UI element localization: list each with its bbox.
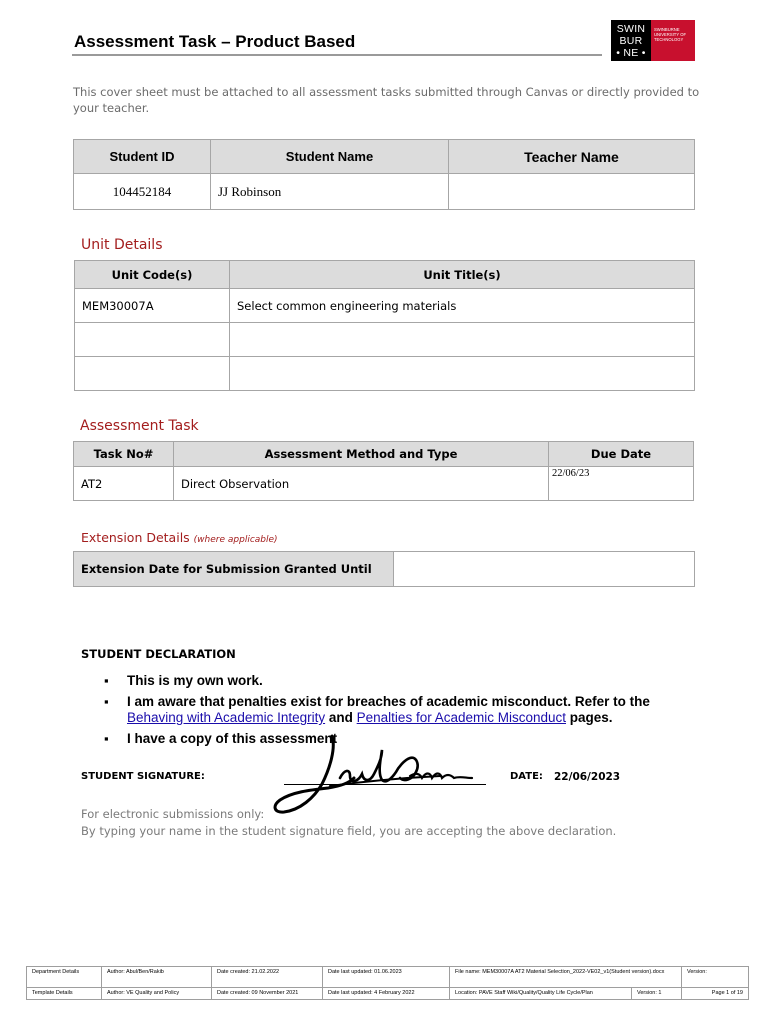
table-row — [75, 357, 695, 391]
method-cell[interactable]: Direct Observation — [174, 467, 549, 501]
student-name-header: Student Name — [211, 140, 449, 174]
student-info-table — [73, 139, 695, 210]
extension-heading-text: Extension Details — [81, 530, 190, 545]
declaration-item-2: I am aware that penalties exist for breaches of academic misconduct. Refer to the — [127, 693, 650, 709]
footer-cell: Department Details — [27, 967, 102, 988]
extension-note: (where applicable) — [193, 535, 278, 545]
extension-table — [73, 551, 695, 587]
teacher-name-header: Teacher Name — [449, 140, 695, 174]
student-id-header: Student ID — [74, 140, 211, 174]
table-row — [75, 323, 695, 357]
table-row — [75, 289, 695, 323]
list-item — [104, 673, 704, 690]
unit-title-cell[interactable] — [230, 323, 695, 357]
extension-date-field[interactable] — [394, 552, 695, 587]
declaration-item-3: I have a copy of this assessment — [127, 730, 338, 746]
logo-line-3: • NE • — [616, 46, 646, 59]
footer-cell: Author: Abul/Ben/Rakib — [102, 967, 212, 988]
page-title: Assessment Task – Product Based — [74, 32, 356, 51]
footer-cell: Date created: 09 November 2021 — [212, 988, 323, 1000]
title-divider — [72, 54, 602, 56]
unit-title-header: Unit Title(s) — [230, 261, 695, 289]
teacher-name-value[interactable] — [449, 174, 695, 210]
declaration-item-1: This is my own work. — [127, 673, 263, 688]
footer-cell: Version: — [682, 967, 749, 988]
unit-code-header: Unit Code(s) — [75, 261, 230, 289]
student-name-value[interactable]: JJ Robinson — [211, 174, 449, 210]
footer-cell: File name: MEM30007A AT2 Material Selection_2022-VE02_v1(Student version).docx — [450, 967, 682, 988]
extension-label: Extension Date for Submission Granted Until — [74, 552, 394, 587]
logo-line-1: SWIN — [616, 22, 646, 35]
academic-misconduct-link[interactable]: Penalties for Academic Misconduct — [356, 710, 567, 725]
footer-cell: Version: 1 — [632, 988, 682, 1000]
declaration-and: and — [328, 710, 353, 725]
method-header: Assessment Method and Type — [174, 442, 549, 467]
table-row — [74, 467, 694, 501]
date-label: DATE: — [510, 771, 543, 782]
task-no-cell[interactable]: AT2 — [74, 467, 174, 501]
footer-cell: Date created: 21.02.2022 — [212, 967, 323, 988]
unit-details-table — [74, 260, 695, 391]
unit-code-cell[interactable] — [75, 323, 230, 357]
footer-cell: Author: VE Quality and Policy — [102, 988, 212, 1000]
footer-cell: Date last updated: 4 February 2022 — [323, 988, 450, 1000]
footer-cell: Template Details — [27, 988, 102, 1000]
logo-line-2: BUR — [619, 34, 643, 47]
academic-integrity-link[interactable]: Behaving with Academic Integrity — [127, 710, 326, 725]
document-footer — [26, 966, 749, 1000]
table-row — [27, 988, 749, 1000]
unit-title-cell[interactable]: Select common engineering materials — [230, 289, 695, 323]
declaration-title: STUDENT DECLARATION — [81, 647, 236, 661]
unit-code-cell[interactable] — [75, 357, 230, 391]
due-date-header: Due Date — [549, 442, 694, 467]
unit-title-cell[interactable] — [230, 357, 695, 391]
unit-code-cell[interactable]: MEM30007A — [75, 289, 230, 323]
footer-cell: Date last updated: 01.06.2023 — [323, 967, 450, 988]
swinburne-logo — [611, 20, 695, 61]
assessment-task-table — [73, 441, 694, 501]
electronic-note-line-2: By typing your name in the student signature field, you are accepting the above declaration. — [81, 824, 617, 838]
signature-label: STUDENT SIGNATURE: — [81, 771, 205, 782]
declaration-pages: pages. — [569, 710, 613, 725]
footer-cell: Location: PAVE Staff Wiki/Quality/Quality Life Cycle/Plan — [450, 988, 632, 1000]
extension-heading — [81, 530, 278, 545]
logo-tagline: SWINBURNE UNIVERSITY OF TECHNOLOGY — [651, 20, 695, 61]
task-no-header: Task No# — [74, 442, 174, 467]
logo-wordmark — [611, 20, 651, 61]
signature-date[interactable]: 22/06/2023 — [554, 771, 621, 783]
page-number: Page 1 of 19 — [682, 988, 749, 1000]
assessment-task-heading: Assessment Task — [80, 418, 199, 434]
list-item — [104, 694, 704, 727]
student-id-value[interactable]: 104452184 — [74, 174, 211, 210]
due-date-cell[interactable]: 22/06/23 — [549, 467, 694, 501]
intro-text: This cover sheet must be attached to all assessment tasks submitted through Canvas or directly provided to your teacher. — [73, 85, 700, 115]
electronic-note-line-1: For electronic submissions only: — [81, 807, 265, 821]
table-row — [27, 967, 749, 988]
unit-details-heading: Unit Details — [81, 237, 163, 253]
electronic-submission-note — [81, 806, 616, 840]
